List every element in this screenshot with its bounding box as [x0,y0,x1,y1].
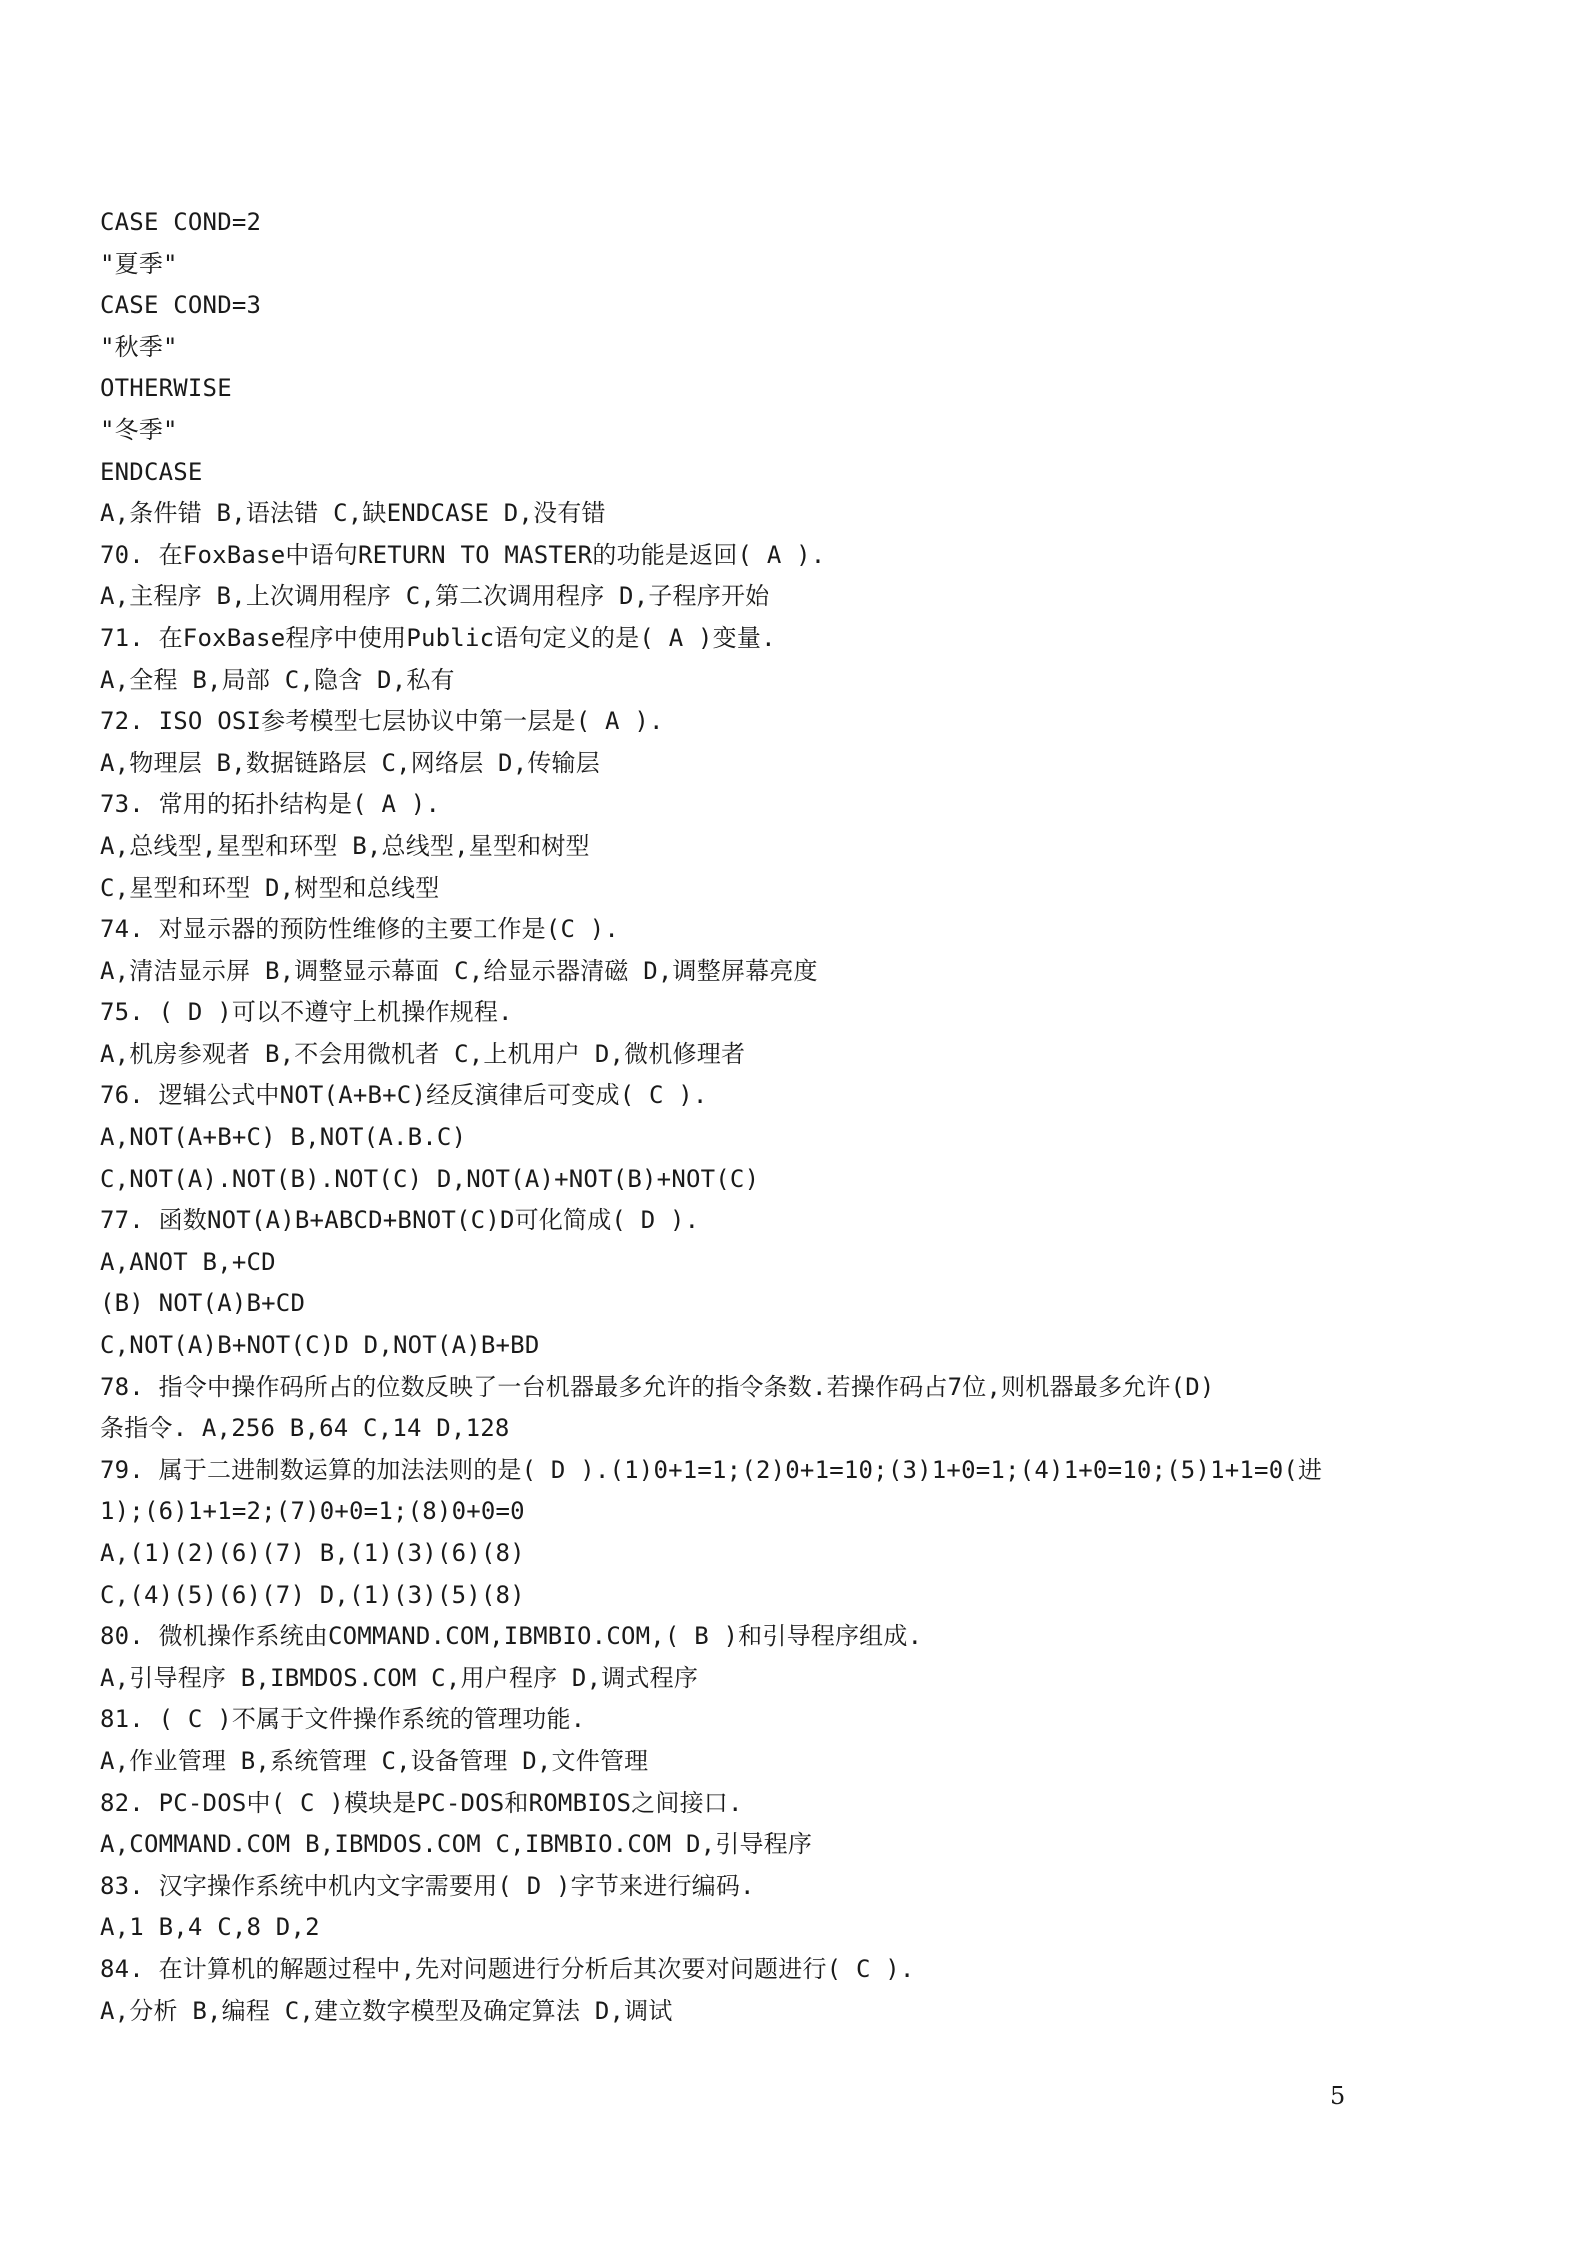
answer-options: A,物理层 B,数据链路层 C,网络层 D,传输层 [100,748,600,777]
question-83: 83. 汉字操作系统中机内文字需要用( D )字节来进行编码. [100,1871,755,1900]
answer-options: A,作业管理 B,系统管理 C,设备管理 D,文件管理 [100,1746,649,1775]
question-79: 79. 属于二进制数运算的加法法则的是( D ).(1)0+1=1;(2)0+1=10;(3)1+0=1;(4)1+0=10;(5)1+1=0(进 [100,1455,1323,1484]
text-line: OTHERWISE [100,374,232,403]
answer-options: C,(4)(5)(6)(7) D,(1)(3)(5)(8) [100,1580,525,1609]
answer-options: (B) NOT(A)B+CD [100,1289,306,1318]
question-82: 82. PC-DOS中( C )模块是PC-DOS和ROMBIOS之间接口. [100,1788,743,1817]
answer-options: A,总线型,星型和环型 B,总线型,星型和树型 [100,831,590,860]
answer-options: A,NOT(A+B+C) B,NOT(A.B.C) [100,1123,467,1152]
answer-options: A,COMMAND.COM B,IBMDOS.COM C,IBMBIO.COM D,引导程序 [100,1830,813,1859]
question-77: 77. 函数NOT(A)B+ABCD+BNOT(C)D可化简成( D ). [100,1206,700,1235]
answer-options: A,主程序 B,上次调用程序 C,第二次调用程序 D,子程序开始 [100,582,770,611]
question-73: 73. 常用的拓扑结构是( A ). [100,790,441,819]
question-78: 78. 指令中操作码所占的位数反映了一台机器最多允许的指令条数.若操作码占7位,则机器最多允许(D) [100,1372,1215,1401]
question-74: 74. 对显示器的预防性维修的主要工作是(C ). [100,915,620,944]
answer-options: C,NOT(A)B+NOT(C)D D,NOT(A)B+BD [100,1331,540,1360]
question-80: 80. 微机操作系统由COMMAND.COM,IBMBIO.COM,( B )和引导程序组成. [100,1622,923,1651]
text-line: CASE COND=2 [100,208,262,236]
text-line: ENDCASE [100,457,203,486]
text-line: "秋季" [100,332,178,361]
question-71: 71. 在FoxBase程序中使用Public语句定义的是( A )变量. [100,623,776,652]
text-line: "夏季" [100,249,178,278]
question-76: 76. 逻辑公式中NOT(A+B+C)经反演律后可变成( C ). [100,1081,708,1110]
answer-options: C,星型和环型 D,树型和总线型 [100,873,440,902]
question-78-continued: 条指令. A,256 B,64 C,14 D,128 [100,1414,510,1443]
question-72: 72. ISO OSI参考模型七层协议中第一层是( A ). [100,707,664,736]
answer-options: A,分析 B,编程 C,建立数字模型及确定算法 D,调试 [100,1996,673,2025]
question-75: 75. ( D )可以不遵守上机操作规程. [100,998,513,1027]
text-line: CASE COND=3 [100,291,262,320]
page-number: 5 [1330,2082,1346,2110]
question-84: 84. 在计算机的解题过程中,先对问题进行分析后其次要对问题进行( C ). [100,1954,915,1983]
answer-options: A,ANOT B,+CD [100,1247,276,1276]
question-81: 81. ( C )不属于文件操作系统的管理功能. [100,1705,586,1734]
answer-options: C,NOT(A).NOT(B).NOT(C) D,NOT(A)+NOT(B)+NOT(C) [100,1164,760,1193]
answer-options: A,全程 B,局部 C,隐含 D,私有 [100,665,455,694]
answer-options: A,引导程序 B,IBMDOS.COM C,用户程序 D,调式程序 [100,1663,699,1692]
answer-options: A,1 B,4 C,8 D,2 [100,1913,320,1942]
answer-options: A,条件错 B,语法错 C,缺ENDCASE D,没有错 [100,499,606,528]
answer-options: A,清洁显示屏 B,调整显示幕面 C,给显示器清磁 D,调整屏幕亮度 [100,956,818,985]
text-line: "冬季" [100,415,178,444]
document-body [100,202,1500,2032]
question-79-continued: 1);(6)1+1=2;(7)0+0=1;(8)0+0=0 [100,1497,525,1526]
answer-options: A,机房参观者 B,不会用微机者 C,上机用户 D,微机修理者 [100,1039,746,1068]
question-70: 70. 在FoxBase中语句RETURN TO MASTER的功能是返回( A ). [100,540,826,569]
answer-options: A,(1)(2)(6)(7) B,(1)(3)(6)(8) [100,1539,525,1567]
